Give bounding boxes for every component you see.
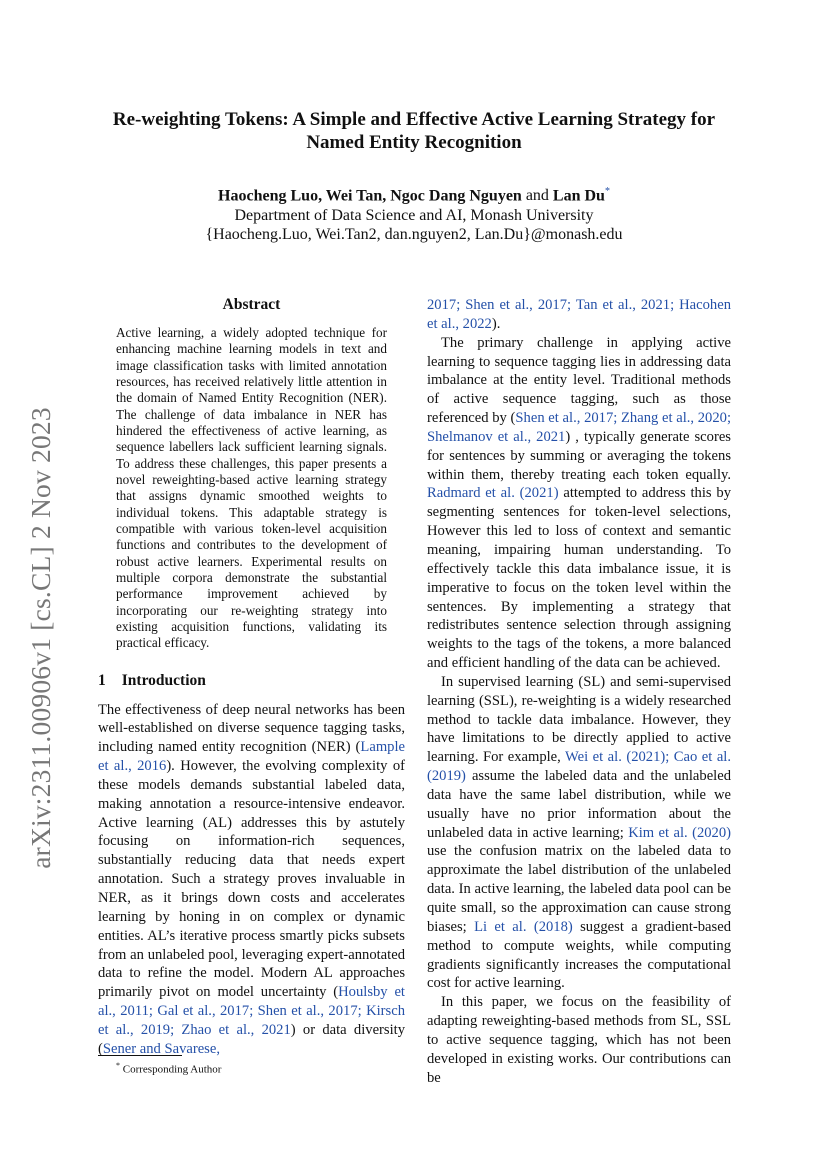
text-run: ). bbox=[491, 315, 501, 332]
intro-paragraph-3 bbox=[427, 673, 731, 993]
citation-link[interactable]: 2017; Shen et al., 2017; Tan et al., 2021; Hacohen et al., 2022 bbox=[427, 297, 731, 332]
citation-link[interactable]: Li et al. (2018) bbox=[474, 918, 573, 935]
abstract-heading: Abstract bbox=[222, 296, 281, 313]
right-column bbox=[427, 296, 731, 1087]
footnote-text: Corresponding Author bbox=[122, 1063, 222, 1076]
footnote-mark: * bbox=[116, 1061, 120, 1070]
left-column bbox=[98, 296, 405, 1059]
section-number: 1 bbox=[98, 671, 106, 689]
corresponding-mark: * bbox=[604, 186, 610, 197]
text-run: The effectiveness of deep neural networks has been well-established on diverse sequence tagging tasks, including named entity recognition (NER) ( bbox=[98, 701, 405, 756]
title-line-1: Re-weighting Tokens: A Simple and Effective Active Learning Strategy for bbox=[112, 109, 716, 130]
intro-paragraph-4: In this paper, we focus on the feasibility of adapting reweighting-based methods from SL, SSL to active sequence tagging, which has not been developed in existing works. Our contributions can be bbox=[427, 994, 731, 1086]
citation-link[interactable]: Sener and Savarese, bbox=[102, 1040, 220, 1057]
intro-paragraph-2 bbox=[427, 334, 731, 673]
text-run: ) or data diversity ( bbox=[98, 1021, 405, 1057]
author-line bbox=[60, 182, 768, 206]
author-names: Haocheng Luo, Wei Tan, Ngoc Dang Nguyen bbox=[218, 187, 522, 205]
text-run: assume the labeled data and the unlabeled data have the same label distribution, while we usually have no prior information about the unlabeled data in active learning; bbox=[427, 768, 731, 841]
text-run: use the confusion matrix on the labeled data to approximate the label distribution of the unlabeled data. In active learning, the labeled data pool can be quite small, so the approximation can cause strong biases; bbox=[427, 843, 731, 935]
text-run: ). However, the evolving complexity of these models demands substantial labeled data, making annotation a resource-intensive endeavor. Active learning (AL) addresses this by astutely focusing on information-rich sequences, substantially reducing data that needs expert annotation. Such a strategy proves invaluable in NER, as it brings down costs and accelerates learning by honing in on complex or dynamic entities. AL’s iterative process smartly picks subsets from an unlabeled pool, leveraging expert-annotated data to refine the model. Modern AL approaches primarily pivot on model uncertainty ( bbox=[98, 758, 405, 1001]
intro-paragraph-1-continued bbox=[427, 296, 731, 334]
text-run: The primary challenge in applying active learning to sequence tagging lies in addressing data imbalance at the entity level. Traditional methods of active sequence tagging, such as those referenced by ( bbox=[427, 334, 731, 427]
citation-link[interactable]: Radmard et al. (2021) bbox=[427, 485, 559, 502]
section-heading bbox=[98, 672, 405, 691]
citation-link[interactable]: Lample et al., 2016 bbox=[98, 739, 405, 775]
intro-paragraph-1 bbox=[98, 701, 405, 1059]
paper-title bbox=[60, 108, 768, 154]
text-run: suggest a gradient-based method to compute weights, while computing gradients significantly increases the computational cost for active learning. bbox=[427, 918, 731, 992]
citation-link[interactable]: Wei et al. (2021); Cao et al. (2019) bbox=[427, 749, 731, 785]
citation-link[interactable]: Houlsby et al., 2011; Gal et al., 2017; Shen et al., 2017; Kirsch et al., 2019; Zhao et al., 2021 bbox=[98, 984, 405, 1038]
section-title: Introduction bbox=[121, 671, 206, 689]
text-run: ) , typically generate scores for sentences by summing or averaging the tokens within them, thereby treating each token equally. bbox=[427, 428, 731, 483]
author-block bbox=[60, 182, 768, 245]
author-emails: {Haocheng.Luo, Wei.Tan2, dan.nguyen2, Lan.Du}@monash.edu bbox=[205, 226, 623, 244]
title-line-2: Named Entity Recognition bbox=[306, 132, 522, 153]
arxiv-stamp bbox=[26, 368, 56, 908]
abstract-text: Active learning, a widely adopted technique for enhancing machine learning models in text and image classification tasks with limited annotation resources, has received relatively little attention in the domain of Named Entity Recognition (NER). The challenge of data imbalance in NER has hindered the effectiveness of active learning, as sequence labellers lack sufficient learning signals. To address these challenges, this paper presents a novel reweighting-based active learning strategy that assigns dynamic smoothed weights to individual tokens. This adaptable strategy is compatible with various token-level acquisition functions and contributes to the development of robust active learners. Experimental results on multiple corpora demonstrate the substantial performance improvement achieved by incorporating our re-weighting strategy into existing acquisition functions, validating its practical efficacy. bbox=[116, 324, 387, 651]
citation-link[interactable]: Shen et al., 2017; Zhang et al., 2020; Shelmanov et al., 2021 bbox=[427, 410, 732, 445]
footnote bbox=[116, 1061, 221, 1076]
citation-link[interactable]: Kim et al. (2020) bbox=[628, 824, 732, 841]
text-run: In supervised learning (SL) and semi-supervised learning (SSL), re-weighting is a widely researched method to tackle data imbalance. However, they have limitations to be directly applied to active learning. For example, bbox=[427, 673, 731, 766]
footnote-rule bbox=[98, 1055, 182, 1056]
author-and: and bbox=[525, 187, 549, 205]
author-last: Lan Du bbox=[552, 187, 605, 205]
arxiv-id: arXiv:2311.00906v1 [cs.CL] 2 Nov 2023 bbox=[25, 407, 56, 869]
affiliation: Department of Data Science and AI, Monash University bbox=[234, 206, 594, 224]
text-run: attempted to address this by segmenting sentences for token-level selections, However this led to loss of context and semantic meaning, impairing human understanding. To effectively tackle this data imbalance issue, it is imperative to focus on the token level within the sentences. By implementing a strategy that redistributes sentence selection through assigning weights to the tags of the tokens, a more balanced and efficient handling of the data can be achieved. bbox=[427, 485, 731, 672]
